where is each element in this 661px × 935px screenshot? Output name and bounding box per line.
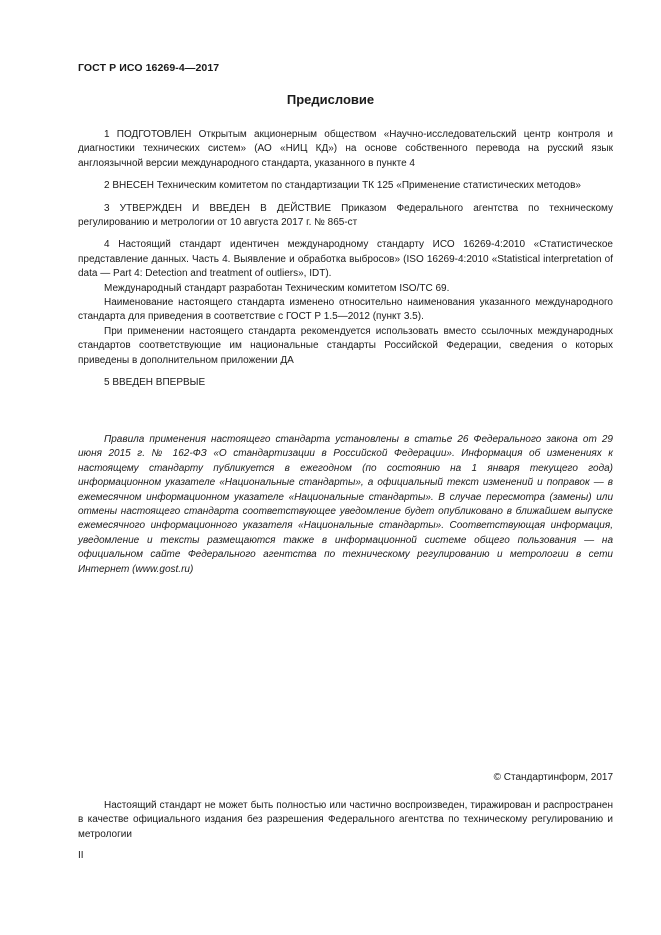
paragraph-approved: 3 УТВЕРЖДЕН И ВВЕДЕН В ДЕЙСТВИЕ Приказом Федерального агентства по техническому регулированию и метрологии от 10 августа 2017 г. № 865-ст <box>78 202 613 229</box>
page-number: II <box>78 850 84 861</box>
foreword-body <box>78 128 613 391</box>
paragraph-prepared: 1 ПОДГОТОВЛЕН Открытым акционерным обществом «Научно-исследовательский центр контроля и диагностики технических систем» (АО «НИЦ КД») на основе собственного перевода на русский язык англоязычной версии международного стандарта, указанного в пункте 4 <box>78 129 613 169</box>
copyright-line: © Стандартинформ, 2017 <box>493 772 613 783</box>
paragraph-submitted: 2 ВНЕСЕН Техническим комитетом по стандартизации ТК 125 «Применение статистических методов» <box>104 180 581 192</box>
page-title: Предисловие <box>286 92 375 107</box>
paragraph-name-change: Наименование настоящего стандарта изменено относительно наименования указанного международного стандарта для приведения в соответствие с ГОСТ Р 1.5—2012 (пункт 3.5). <box>78 297 613 323</box>
application-rules-notice: Правила применения настоящего стандарта установлены в статье 26 Федерального закона от 29 июня 2015 г. № 162-ФЗ «О стандартизации в Российской Федерации». Информация об изменениях к настоящему стандарту публикуется в ежегодном (по состоянию на 1 января текущего года) информационном указателе «Национальные стандарты», а официальный текст изменений и поправок — в ежемесячном информационном указателе «Национальные стандарты». В случае пересмотра (замены) или отмены настоящего стандарта соответствующее уведомление будет опубликовано в ближайшем выпуске ежемесячного информационного указателя «Национальные стандарты». Соответствующая информация, уведомление и тексты размещаются также в информационной системе общего пользования — на официальном сайте Федерального агентства по техническому регулированию и метрологии в сети Интернет (www.gost.ru) <box>78 434 613 575</box>
paragraph-identical: 4 Настоящий стандарт идентичен международному стандарту ИСО 16269-4:2010 «Статистическое представление данных. Часть 4. Выявление и обработка выбросов» (ISO 16269-4:2010 «Statistical interpretation of data — Part 4: Detection and treatment of outliers», IDT). <box>78 239 613 280</box>
standard-code-header: ГОСТ Р ИСО 16269-4—2017 <box>78 62 220 74</box>
paragraph-references: При применении настоящего стандарта рекомендуется использовать вместо ссылочных международных стандартов соответствующие им национальные стандарты Российской Федерации, сведения о которых приведены в дополнительном приложении ДА <box>78 325 613 366</box>
reproduction-notice: Настоящий стандарт не может быть полностью или частично воспроизведен, тиражирован и распространен в качестве официального издания без разрешения Федерального агентства по техническому регулированию и метрологии <box>78 800 613 840</box>
paragraph-first-introduced: 5 ВВЕДЕН ВПЕРВЫЕ <box>104 377 206 389</box>
paragraph-developer: Международный стандарт разработан Техническим комитетом ISO/TC 69. <box>104 282 450 294</box>
